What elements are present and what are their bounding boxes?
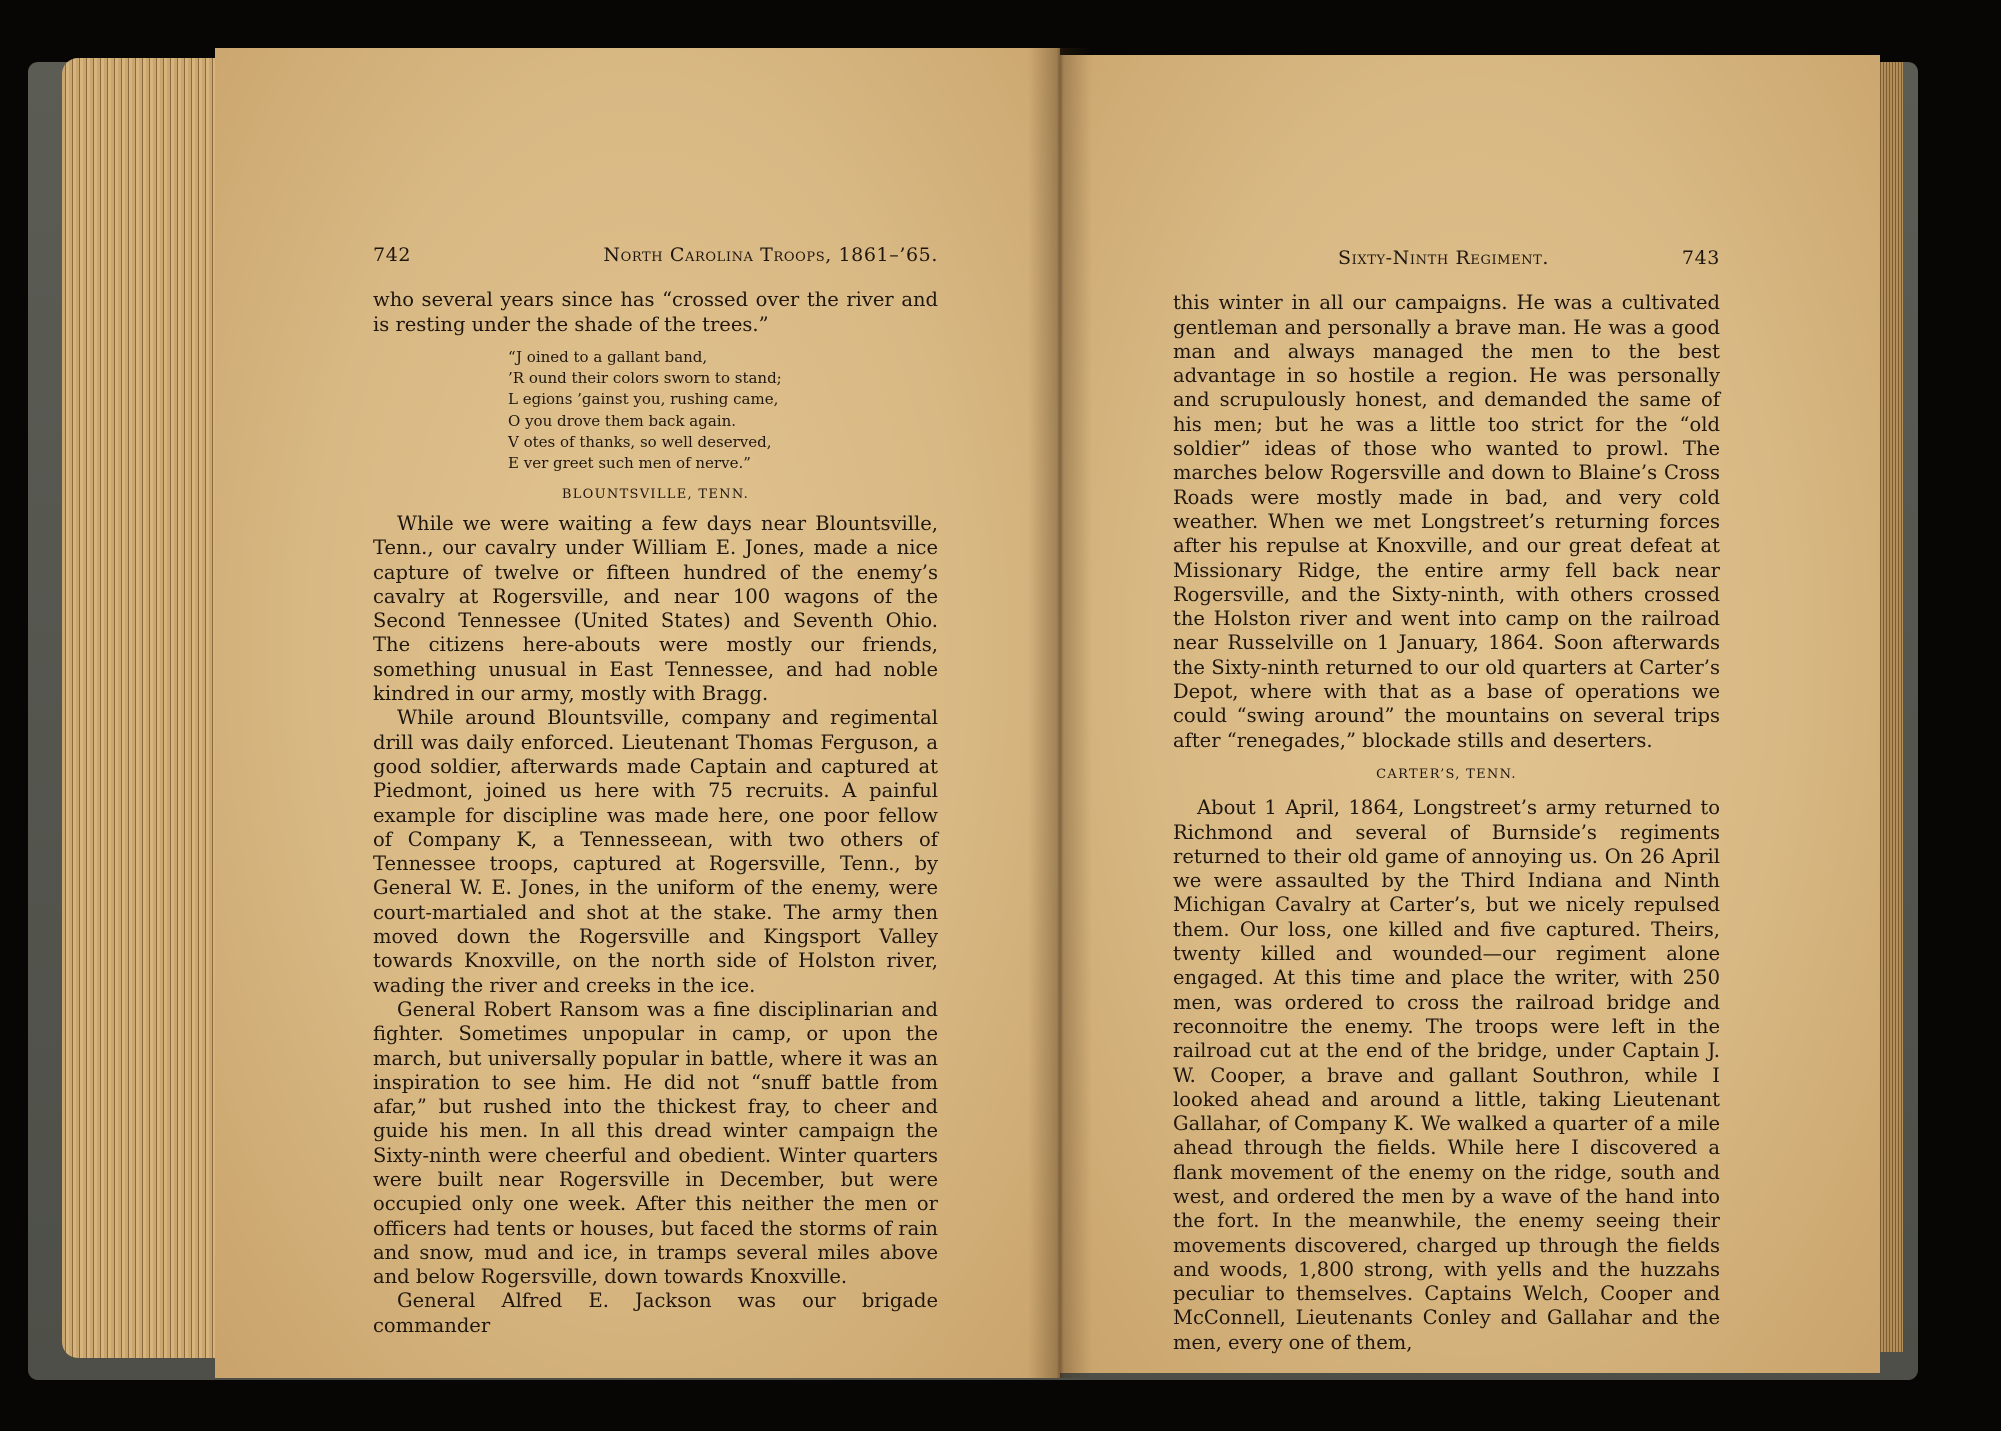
left-page-text <box>373 243 938 1338</box>
right-running-head <box>1173 246 1720 270</box>
poem-line: ’R ound their colors sworn to stand; <box>508 369 782 388</box>
left-running-head <box>373 243 938 267</box>
poem-line: E ver greet such men of nerve.” <box>508 454 751 473</box>
paragraph: About 1 April, 1864, Longstreet’s army returned to Richmond and several of Burnside’s regiments returned to their old game of annoying us. On 26 April we were assaulted by the Third Indiana and Ninth Michigan Cavalry at Carter’s, but we nicely repulsed them. Our loss, one killed and five captured. Theirs, twenty killed and wounded—our regiment alone engaged. At this time and place the writer, with 250 men, was ordered to cross the railroad bridge and reconnoitre the enemy. The troops were left in the railroad cut at the end of the bridge, under Captain J. W. Cooper, a brave and gallant Southron, while I looked ahead and around a little, taking Lieutenant Gallahar, of Company K. We walked a quarter of a mile ahead through the fields. While here I discovered a flank movement of the enemy on the ridge, south and west, and ordered the men by a wave of the hand into the fort. In the meanwhile, the enemy seeing their movements discovered, charged up through the fields and woods, 1,800 strong, with yells and the huzzahs peculiar to themselves. Captains Welch, Cooper and McConnell, Lieutenants Conley and Gallahar and the men, every one of them, <box>1173 796 1720 1354</box>
poem-line: V otes of thanks, so well deserved, <box>508 433 772 452</box>
page-edges-left <box>62 58 234 1358</box>
paragraph: While we were waiting a few days near Blountsville, Tenn., our cavalry under William E. Jones, made a nice capture of twelve or fifteen hundred of the enemy’s cavalry at Rogersville, and near 100 wagons of the Second Tennessee (United States) and Seventh Ohio. The citizens here-abouts were mostly our friends, something unusual in East Tennessee, and had noble kindred in our army, mostly with Bragg. <box>373 511 938 706</box>
running-title: North Carolina Troops, 1861–’65. <box>603 244 938 266</box>
book-gutter <box>1028 48 1092 1378</box>
poem-line: O you drove them back again. <box>508 411 736 430</box>
paragraph: General Robert Ransom was a fine disciplinarian and fighter. Sometimes unpopular in camp, or upon the march, but universally popular in battle, where it was an inspiration to see him. He did not “snuff battle from afar,” but rushed into the thickest fray, to cheer and guide his men. In all this dread winter campaign the Sixty-ninth were cheerful and obedient. Winter quarters were built near Rogersville in December, but were occupied only one week. After this neither the men or officers had tents or houses, but faced the storms of rain and snow, mud and ice, in tramps several miles above and below Rogersville, down towards Knoxville. <box>373 997 938 1289</box>
paragraph: this winter in all our campaigns. He was a cultivated gentleman and personally a brave man. He was a good man and always managed the men to the best advantage in so hostile a region. He was personally and scrupulously honest, and demanded the same of his men; but he was a little too strict for the “old soldier” ideas of those who wanted to prowl. The marches below Rogersville and down to Blaine’s Cross Roads were mostly made in bad, and very cold weather. When we met Longstreet’s returning forces after his repulse at Knoxville, and our great defeat at Missionary Ridge, the entire army fell back near Rogersville, and the Sixty-ninth, with others crossed the Holston river and went into camp on the railroad near Russelville on 1 January, 1864. Soon afterwards the Sixty-ninth returned to our old quarters at Carter’s Depot, where with that as a base of operations we could “swing around” the mountains on several trips after “renegades,” blockade stills and deserters. <box>1173 291 1720 752</box>
poem <box>508 347 938 475</box>
section-heading: BLOUNTSVILLE, TENN. <box>561 486 750 502</box>
paragraph: While around Blountsville, company and regimental drill was daily enforced. Lieutenant Thomas Ferguson, a good soldier, afterwards made Captain and captured at Piedmont, joined us here with 75 recruits. A painful example for discipline was made here, one poor fellow of Company K, a Tennesseean, with two others of Tennessee troops, captured at Rogersville, Tenn., by General W. E. Jones, in the uniform of the enemy, were court-martialed and shot at the stake. The army then moved down the Rogersville and Kingsport Valley towards Knoxville, on the north side of Holston river, wading the river and creeks in the ice. <box>373 706 938 997</box>
section-heading: CARTER’S, TENN. <box>1376 766 1517 782</box>
page-number: 743 <box>1681 247 1720 269</box>
poem-line: L egions ’gainst you, rushing came, <box>508 390 779 409</box>
paragraph: who several years since has “crossed over the river and is resting under the shade of the trees.” <box>373 288 938 336</box>
page-number: 742 <box>373 244 412 266</box>
poem-line: “J oined to a gallant band, <box>508 347 708 366</box>
right-page-text <box>1173 246 1720 1355</box>
running-title: Sixty-Ninth Regiment. <box>1338 247 1550 269</box>
paragraph: General Alfred E. Jackson was our brigade commander <box>373 1289 938 1337</box>
